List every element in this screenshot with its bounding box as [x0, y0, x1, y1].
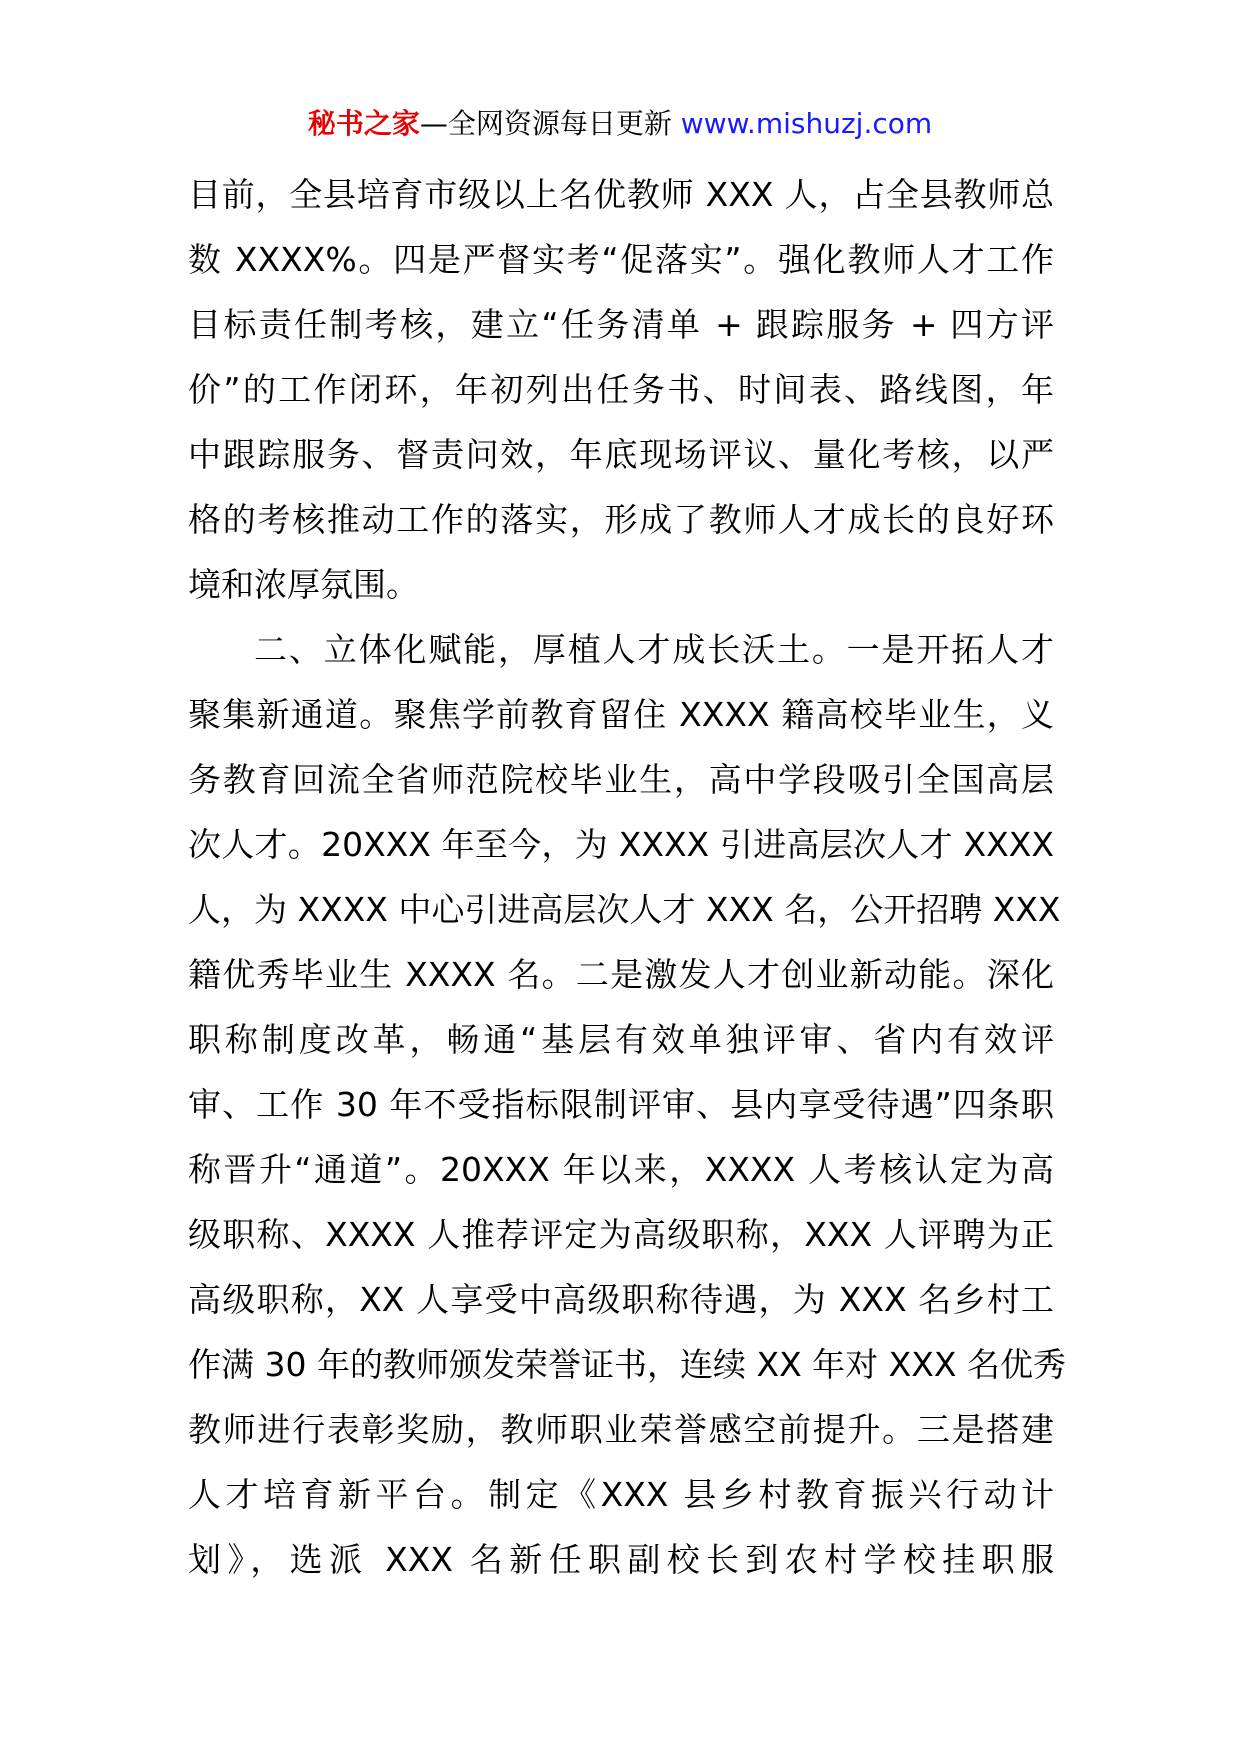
document-body	[188, 162, 1066, 1592]
body-line: 务教育回流全省师范院校毕业生，高中学段吸引全国高层	[188, 760, 1054, 799]
body-line: 教师进行表彰奖励，教师职业荣誉感空前提升。三是搭建	[188, 1410, 1054, 1449]
body-line: 价”的工作闭环，年初列出任务书、时间表、路线图，年	[188, 370, 1054, 409]
page-header	[0, 100, 1240, 148]
body-line: 目标责任制考核，建立“任务清单 + 跟踪服务 + 四方评	[188, 305, 1054, 344]
website-link[interactable]: www.mishuzj.com	[680, 107, 933, 140]
body-line: 次人才。20XXX 年至今，为 XXXX 引进高层次人才 XXXX	[188, 825, 1054, 864]
body-line: 作满 30 年的教师颁发荣誉证书，连续 XX 年对 XXX 名优秀	[188, 1345, 1066, 1384]
body-line: 级职称、XXXX 人推荐评定为高级职称，XXX 人评聘为正	[188, 1215, 1054, 1254]
body-line: 称晋升“通道”。20XXX 年以来，XXXX 人考核认定为高	[188, 1150, 1054, 1189]
body-line: 审、工作 30 年不受指标限制评审、县内享受待遇”四条职	[188, 1085, 1054, 1124]
section-heading-line: 二、立体化赋能，厚植人才成长沃土。一是开拓人才	[254, 630, 1054, 669]
body-line: 聚集新通道。聚焦学前教育留住 XXXX 籍高校毕业生，义	[188, 695, 1054, 734]
header-tagline: —全网资源每日更新	[419, 107, 672, 140]
body-line: 划》，选派 XXX 名新任职副校长到农村学校挂职服	[188, 1540, 1054, 1579]
body-line: 人才培育新平台。制定《XXX 县乡村教育振兴行动计	[188, 1475, 1054, 1514]
body-line: 境和浓厚氛围。	[188, 565, 419, 604]
body-line: 数 XXXX%。四是严督实考“促落实”。强化教师人才工作	[188, 240, 1054, 279]
body-line: 高级职称，XX 人享受中高级职称待遇，为 XXX 名乡村工	[188, 1280, 1054, 1319]
brand-name: 秘书之家	[307, 107, 420, 140]
body-line: 中跟踪服务、督责问效，年底现场评议、量化考核，以严	[188, 435, 1054, 474]
body-line: 籍优秀毕业生 XXXX 名。二是激发人才创业新动能。深化	[188, 955, 1054, 994]
body-line: 格的考核推动工作的落实，形成了教师人才成长的良好环	[188, 500, 1054, 539]
body-line: 人，为 XXXX 中心引进高层次人才 XXX 名，公开招聘 XXX	[188, 890, 1061, 929]
body-line: 职称制度改革，畅通“基层有效单独评审、省内有效评	[188, 1020, 1054, 1059]
body-line: 目前，全县培育市级以上名优教师 XXX 人，占全县教师总	[188, 175, 1054, 214]
